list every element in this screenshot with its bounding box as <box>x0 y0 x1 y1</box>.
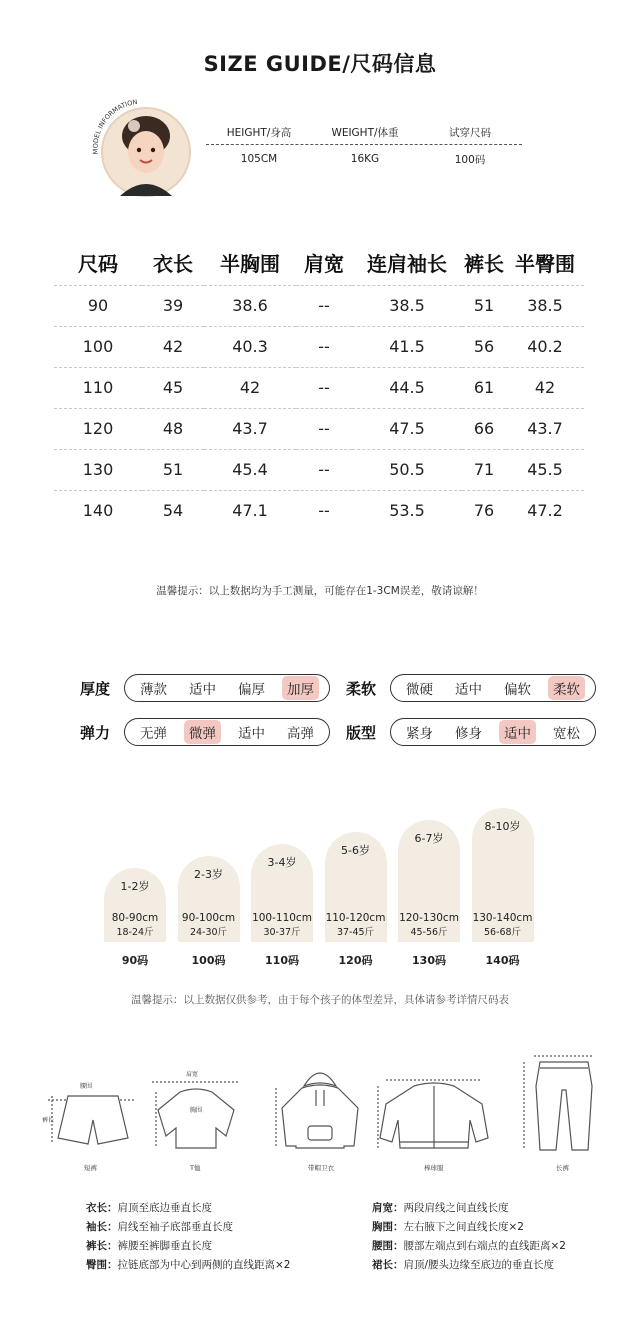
definition-term: 袖长： <box>86 1221 118 1233</box>
definition-term: 胸围： <box>372 1221 404 1233</box>
table-cell: 53.5 <box>352 490 462 531</box>
svg-text:胸围: 胸围 <box>190 1107 203 1114</box>
definition-item <box>372 1200 509 1215</box>
attr-options <box>124 718 330 746</box>
svg-text:T恤: T恤 <box>190 1164 201 1172</box>
table-cell: 51 <box>142 449 204 490</box>
column-header: 肩宽 <box>304 251 344 276</box>
size-label: 90码 <box>121 954 149 967</box>
table-cell: 40.2 <box>506 326 584 367</box>
model-info-table <box>206 122 522 167</box>
size-table-header <box>54 240 584 285</box>
age-column <box>104 804 166 974</box>
table-cell: 45.4 <box>204 449 296 490</box>
table-cell: 76 <box>462 490 506 531</box>
definition-item <box>86 1238 212 1253</box>
table-cell: 40.3 <box>204 326 296 367</box>
definition-item <box>372 1219 524 1234</box>
table-cell: 51 <box>462 285 506 326</box>
table-cell: 47.1 <box>204 490 296 531</box>
table-cell: 43.7 <box>506 408 584 449</box>
age-column <box>472 804 534 974</box>
reference-note: 温馨提示：以上数据仅供参考，由于每个孩子的体型差异，具体请参考详情尺码表 <box>131 994 509 1006</box>
tshirt-diagram-icon <box>152 1070 240 1172</box>
size-label: 100码 <box>191 954 226 967</box>
definition-text: 肩顶/腰头边缘至底边的垂直长度 <box>403 1259 555 1271</box>
model-badge-text: MODEL INFORMATION <box>91 97 138 155</box>
table-cell: 61 <box>462 367 506 408</box>
table-cell: 47.2 <box>506 490 584 531</box>
attr-options <box>124 674 330 702</box>
table-cell: 38.5 <box>352 285 462 326</box>
weight-range: 45-56斤 <box>410 927 448 938</box>
column-header: 半臀围 <box>515 251 575 276</box>
svg-text:长裤: 长裤 <box>556 1164 569 1172</box>
attr-thickness <box>80 674 330 702</box>
garment-diagrams <box>40 1046 610 1178</box>
table-cell: 130 <box>54 449 142 490</box>
table-cell: 41.5 <box>352 326 462 367</box>
definition-term: 裤长： <box>86 1240 118 1252</box>
table-cell: -- <box>296 285 352 326</box>
attr-option: 偏厚 <box>238 682 265 698</box>
attr-option: 偏软 <box>504 682 531 698</box>
height-range: 130-140cm <box>472 912 533 924</box>
table-cell: 90 <box>54 285 142 326</box>
table-cell: 42 <box>204 367 296 408</box>
divider <box>206 144 522 145</box>
attr-option: 微硬 <box>406 682 433 698</box>
model-avatar <box>84 92 196 204</box>
model-weight-value: 16KG <box>350 153 380 165</box>
age-label: 5-6岁 <box>341 844 370 857</box>
definition-text: 拉链底部为中心到两侧的直线距离×2 <box>117 1259 291 1271</box>
definition-text: 肩线至袖子底部垂直长度 <box>117 1221 233 1233</box>
attr-elasticity <box>80 718 330 746</box>
column-header: 连肩袖长 <box>367 251 447 276</box>
age-column <box>398 804 460 974</box>
page-title: SIZE GUIDE/尺码信息 <box>203 52 437 76</box>
age-column <box>251 804 313 974</box>
table-cell: 120 <box>54 408 142 449</box>
table-row <box>54 490 584 531</box>
column-header: 衣长 <box>153 251 193 276</box>
table-cell: 140 <box>54 490 142 531</box>
weight-range: 37-45斤 <box>336 927 375 938</box>
size-label: 110码 <box>265 954 299 967</box>
svg-text:肩宽: 肩宽 <box>186 1071 199 1078</box>
model-height-header: HEIGHT/身高 <box>226 126 292 139</box>
model-size-value: 100码 <box>454 153 486 166</box>
height-range: 100-110cm <box>252 912 312 924</box>
attr-option: 高弹 <box>287 726 314 742</box>
age-label: 1-2岁 <box>120 880 150 893</box>
table-cell: 110 <box>54 367 142 408</box>
height-range: 80-90cm <box>111 912 159 924</box>
table-cell: 50.5 <box>352 449 462 490</box>
definition-term: 臀围： <box>86 1259 118 1271</box>
table-cell: 38.6 <box>204 285 296 326</box>
table-cell: 100 <box>54 326 142 367</box>
column-header: 尺码 <box>78 251 118 276</box>
definition-term: 裙长： <box>372 1259 404 1271</box>
svg-text:裤长: 裤长 <box>42 1117 55 1124</box>
height-range: 90-100cm <box>181 912 236 924</box>
attr-options <box>390 718 596 746</box>
baseball-jacket-diagram-icon <box>378 1080 488 1172</box>
size-label: 120码 <box>338 954 373 967</box>
attr-option: 适中 <box>238 726 265 742</box>
table-cell: 39 <box>142 285 204 326</box>
attr-label: 厚度 <box>80 679 111 698</box>
definition-item <box>86 1200 212 1215</box>
attr-option: 适中 <box>189 682 216 698</box>
attr-label: 弹力 <box>80 723 111 742</box>
definition-text: 肩顶至底边垂直长度 <box>117 1202 212 1214</box>
size-label: 140码 <box>485 954 520 967</box>
svg-text:棒球服: 棒球服 <box>424 1164 444 1172</box>
table-cell: -- <box>296 326 352 367</box>
age-label: 6-7岁 <box>414 832 444 845</box>
measurement-note: 温馨提示：以上数据均为手工测量，可能存在1-3CM误差，敬请谅解！ <box>156 585 484 597</box>
attr-fit <box>346 718 596 746</box>
attr-option: 修身 <box>455 726 482 742</box>
svg-text:短裤: 短裤 <box>84 1164 97 1172</box>
attr-label: 版型 <box>346 723 377 742</box>
definition-text: 两段肩线之间直线长度 <box>403 1202 509 1214</box>
attr-option: 无弹 <box>140 726 167 742</box>
table-cell: 44.5 <box>352 367 462 408</box>
table-cell: 38.5 <box>506 285 584 326</box>
attr-option-selected: 柔软 <box>548 676 585 700</box>
age-label: 2-3岁 <box>194 868 223 881</box>
table-cell: 42 <box>506 367 584 408</box>
weight-range: 18-24斤 <box>116 927 154 938</box>
height-range: 110-120cm <box>325 912 386 924</box>
attr-option: 适中 <box>455 682 482 698</box>
table-cell: 45.5 <box>506 449 584 490</box>
age-column <box>178 804 240 974</box>
table-cell: -- <box>296 490 352 531</box>
definition-text: 左右腋下之间直线长度×2 <box>403 1221 524 1233</box>
attr-options <box>390 674 596 702</box>
definition-item <box>86 1257 290 1272</box>
table-row <box>54 408 584 449</box>
model-photo-icon <box>84 92 196 204</box>
height-range: 120-130cm <box>399 912 459 924</box>
table-cell: 48 <box>142 408 204 449</box>
table-row <box>54 449 584 490</box>
column-header: 裤长 <box>464 251 504 276</box>
table-cell: -- <box>296 367 352 408</box>
attr-option-selected: 加厚 <box>282 676 319 700</box>
age-label: 3-4岁 <box>267 856 297 869</box>
model-height-value: 105CM <box>240 153 278 165</box>
definition-item <box>86 1219 233 1234</box>
attr-option-selected: 适中 <box>499 720 536 744</box>
column-header: 半胸围 <box>220 251 280 276</box>
weight-range: 56-68斤 <box>483 927 522 938</box>
table-cell: 45 <box>142 367 204 408</box>
definition-item <box>372 1257 554 1272</box>
table-cell: 56 <box>462 326 506 367</box>
attr-option: 薄款 <box>140 682 167 698</box>
attr-option: 宽松 <box>553 726 580 742</box>
definition-text: 裤腰至裤脚垂直长度 <box>117 1240 212 1252</box>
weight-range: 30-37斤 <box>263 927 301 938</box>
definition-text: 腰部左端点到右端点的直线距离×2 <box>403 1240 566 1252</box>
model-weight-header: WEIGHT/体重 <box>331 126 399 139</box>
table-cell: 42 <box>142 326 204 367</box>
size-label: 130码 <box>412 954 446 967</box>
definition-term: 腰围： <box>372 1240 404 1252</box>
age-column <box>325 804 387 974</box>
table-cell: 47.5 <box>352 408 462 449</box>
table-cell: -- <box>296 449 352 490</box>
table-cell: 54 <box>142 490 204 531</box>
table-cell: 43.7 <box>204 408 296 449</box>
table-row <box>54 285 584 326</box>
model-size-header: 试穿尺码 <box>449 126 491 139</box>
age-label: 8-10岁 <box>484 820 521 833</box>
svg-text:腰围: 腰围 <box>80 1083 93 1090</box>
age-size-chart <box>104 804 534 974</box>
table-cell: -- <box>296 408 352 449</box>
table-row <box>54 367 584 408</box>
attr-option: 紧身 <box>406 726 433 742</box>
table-row <box>54 326 584 367</box>
svg-text:带帽卫衣: 带帽卫衣 <box>308 1164 334 1172</box>
attr-softness <box>346 674 596 702</box>
weight-range: 24-30斤 <box>189 927 228 938</box>
attr-label: 柔软 <box>346 679 377 698</box>
definition-item <box>372 1238 566 1253</box>
pants-diagram-icon <box>524 1056 594 1172</box>
table-cell: 71 <box>462 449 506 490</box>
definition-term: 肩宽： <box>372 1202 404 1214</box>
size-table <box>54 240 584 531</box>
definition-term: 衣长： <box>86 1202 118 1214</box>
table-cell: 66 <box>462 408 506 449</box>
hoodie-diagram-icon <box>276 1073 358 1172</box>
shorts-diagram-icon <box>42 1082 134 1172</box>
attr-option-selected: 微弹 <box>184 720 221 744</box>
